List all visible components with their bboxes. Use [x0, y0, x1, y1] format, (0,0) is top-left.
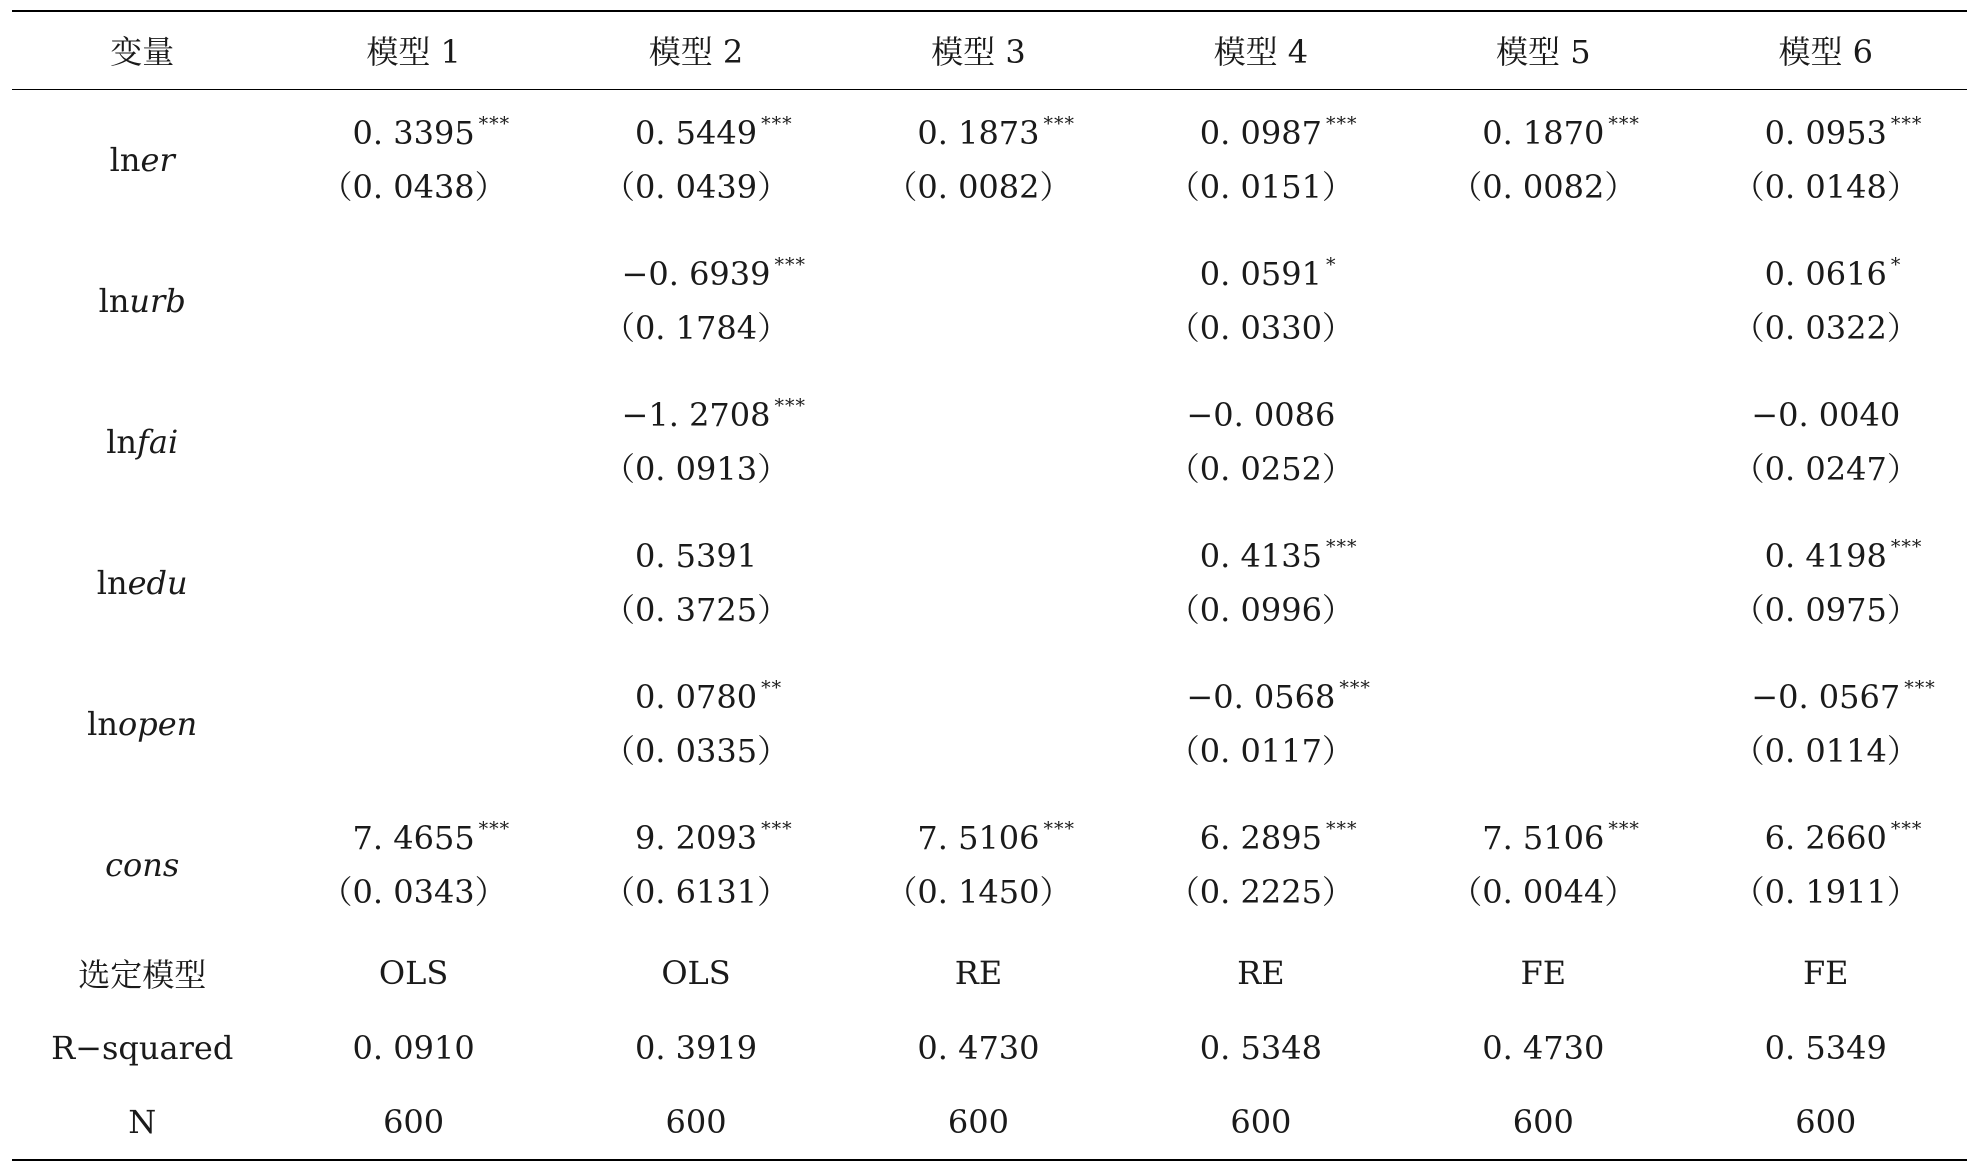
variable-prefix: ln — [109, 140, 141, 179]
header-row — [12, 11, 1967, 89]
standard-error: （0. 0439） — [602, 167, 790, 206]
coefficient-estimate: 0. 0987 — [1199, 113, 1322, 152]
standard-error: （0. 0996） — [1167, 590, 1354, 629]
significance-stars: *** — [1608, 817, 1640, 840]
significance-stars: *** — [774, 394, 806, 417]
coefficient-cell — [555, 512, 837, 653]
header-model-6: 模型 6 — [1685, 11, 1968, 89]
coefficient-cell — [837, 89, 1119, 230]
coefficient-cell — [837, 653, 1119, 794]
row-label: N — [12, 1085, 272, 1160]
coefficient-estimate: −0. 0040 — [1751, 395, 1901, 434]
coefficient-estimate: 7. 5106 — [917, 818, 1040, 857]
coefficient-cell — [1685, 371, 1968, 512]
significance-stars: *** — [1890, 817, 1923, 840]
table-row — [12, 512, 1967, 653]
variable-label — [12, 89, 272, 230]
variable-label — [12, 794, 272, 935]
summary-cell: 600 — [1402, 1085, 1684, 1160]
coefficient-cell — [1120, 371, 1402, 512]
header-model-5: 模型 5 — [1402, 11, 1684, 89]
standard-error: （0. 0148） — [1732, 167, 1919, 206]
significance-stars: *** — [1890, 112, 1923, 135]
variable-name: cons — [105, 845, 180, 884]
standard-error: （0. 0322） — [1732, 308, 1919, 347]
coefficient-estimate: −0. 0086 — [1186, 395, 1336, 434]
summary-cell: 600 — [555, 1085, 837, 1160]
variable-prefix: ln — [98, 281, 130, 320]
coefficient-cell — [272, 89, 554, 230]
variable-prefix: ln — [96, 563, 128, 602]
variable-name: open — [117, 704, 198, 743]
coefficient-estimate: 0. 1870 — [1482, 113, 1605, 152]
coefficient-cell — [1120, 89, 1402, 230]
table-row — [12, 371, 1967, 512]
significance-stars: *** — [761, 112, 793, 135]
significance-stars: *** — [1325, 817, 1358, 840]
coefficient-cell — [272, 512, 554, 653]
coefficient-cell — [555, 653, 837, 794]
standard-error: （0. 6131） — [602, 872, 790, 911]
coefficient-cell — [1402, 89, 1684, 230]
table-row — [12, 794, 1967, 935]
header-model-4: 模型 4 — [1120, 11, 1402, 89]
standard-error: （0. 0913） — [602, 449, 790, 488]
coefficient-estimate: 6. 2660 — [1764, 818, 1887, 857]
standard-error: （0. 2225） — [1167, 872, 1354, 911]
standard-error: （0. 0330） — [1167, 308, 1354, 347]
coefficient-estimate: 0. 0616 — [1764, 254, 1887, 293]
significance-stars: *** — [1890, 535, 1923, 558]
standard-error: （0. 0117） — [1167, 731, 1354, 770]
coefficient-estimate: 0. 0780 — [634, 677, 758, 716]
coefficient-cell — [837, 230, 1119, 371]
variable-name: er — [140, 140, 175, 179]
standard-error: （0. 0438） — [320, 167, 507, 206]
summary-cell: RE — [1237, 953, 1285, 992]
standard-error: （0. 0082） — [885, 167, 1072, 206]
significance-stars: *** — [774, 253, 806, 276]
standard-error: （0. 0343） — [320, 872, 507, 911]
significance-stars: * — [1325, 253, 1337, 276]
row-label: 选定模型 — [78, 955, 207, 994]
coefficient-estimate: 0. 5449 — [634, 113, 758, 152]
coefficient-cell — [1120, 512, 1402, 653]
coefficient-cell — [1402, 230, 1684, 371]
coefficient-cell — [1685, 653, 1968, 794]
variable-prefix: ln — [87, 704, 118, 743]
coefficient-cell — [1120, 653, 1402, 794]
coefficient-estimate: −1. 2708 — [621, 395, 771, 434]
coefficient-estimate: −0. 0568 — [1186, 677, 1336, 716]
coefficient-cell — [1120, 230, 1402, 371]
coefficient-estimate: 0. 4135 — [1199, 536, 1322, 575]
coefficient-cell — [1685, 89, 1968, 230]
coefficient-estimate: 0. 0953 — [1764, 113, 1887, 152]
coefficient-cell — [837, 371, 1119, 512]
significance-stars: *** — [1608, 112, 1640, 135]
significance-stars: *** — [1043, 112, 1076, 135]
summary-cell: OLS — [378, 953, 449, 992]
coefficient-cell — [555, 794, 837, 935]
significance-stars: * — [1890, 253, 1902, 276]
summary-cell: OLS — [661, 953, 731, 992]
coefficient-cell — [1402, 794, 1684, 935]
summary-cell: 0. 4730 — [917, 1028, 1040, 1067]
coefficient-estimate: 6. 2895 — [1199, 818, 1322, 857]
standard-error: （0. 1911） — [1732, 872, 1919, 911]
variable-name: edu — [127, 563, 188, 602]
variable-name: fai — [137, 422, 179, 461]
variable-name: urb — [129, 281, 186, 320]
standard-error: （0. 3725） — [602, 590, 790, 629]
coefficient-estimate: −0. 0567 — [1751, 677, 1901, 716]
significance-stars: *** — [1339, 676, 1371, 699]
summary-cell: RE — [954, 953, 1003, 992]
row-label: R−squared — [51, 1028, 234, 1067]
standard-error: （0. 0252） — [1167, 449, 1354, 488]
coefficient-estimate: 7. 5106 — [1482, 818, 1605, 857]
coefficient-estimate: 7. 4655 — [352, 818, 475, 857]
coefficient-estimate: 0. 1873 — [917, 113, 1040, 152]
significance-stars: *** — [1043, 817, 1076, 840]
standard-error: （0. 0975） — [1732, 590, 1919, 629]
significance-stars: *** — [1325, 535, 1358, 558]
coefficient-estimate: −0. 6939 — [621, 254, 771, 293]
summary-cell: 0. 5349 — [1764, 1028, 1887, 1067]
header-variable: 变量 — [12, 11, 272, 89]
table-body — [12, 89, 1967, 1160]
significance-stars: *** — [1904, 676, 1936, 699]
coefficient-cell — [272, 653, 554, 794]
coefficient-estimate: 0. 4198 — [1764, 536, 1887, 575]
standard-error: （0. 0151） — [1167, 167, 1354, 206]
summary-cell: 0. 4730 — [1482, 1028, 1605, 1067]
standard-error: （0. 0247） — [1732, 449, 1919, 488]
header-model-3: 模型 3 — [837, 11, 1119, 89]
table-row — [12, 230, 1967, 371]
table-row — [12, 653, 1967, 794]
variable-label — [12, 653, 272, 794]
coefficient-cell — [837, 512, 1119, 653]
table-row — [12, 1010, 1967, 1085]
summary-cell: FE — [1802, 953, 1849, 992]
coefficient-cell — [1685, 230, 1968, 371]
variable-prefix: ln — [106, 422, 138, 461]
standard-error: （0. 1450） — [885, 872, 1072, 911]
table-row — [12, 1085, 1967, 1160]
coefficient-estimate: 0. 0591 — [1199, 254, 1322, 293]
summary-cell: 600 — [272, 1085, 554, 1160]
summary-cell: 0. 0910 — [352, 1028, 475, 1067]
summary-cell: 600 — [1120, 1085, 1402, 1160]
variable-label — [12, 230, 272, 371]
significance-stars: *** — [1325, 112, 1358, 135]
coefficient-cell — [272, 794, 554, 935]
coefficient-cell — [272, 230, 554, 371]
summary-cell: 0. 3919 — [634, 1028, 758, 1067]
coefficient-cell — [272, 371, 554, 512]
standard-error: （0. 0114） — [1732, 731, 1919, 770]
standard-error: （0. 0044） — [1450, 872, 1637, 911]
significance-stars: ** — [761, 676, 783, 699]
regression-table — [12, 10, 1967, 1161]
header-model-1: 模型 1 — [272, 11, 554, 89]
coefficient-cell — [1685, 794, 1968, 935]
significance-stars: *** — [761, 817, 793, 840]
coefficient-cell — [837, 794, 1119, 935]
summary-cell: 600 — [837, 1085, 1119, 1160]
significance-stars: *** — [478, 112, 511, 135]
coefficient-estimate: 9. 2093 — [634, 818, 758, 857]
standard-error: （0. 0082） — [1450, 167, 1637, 206]
coefficient-estimate: 0. 3395 — [352, 113, 475, 152]
summary-cell: FE — [1520, 953, 1567, 992]
coefficient-cell — [555, 230, 837, 371]
coefficient-cell — [555, 371, 837, 512]
summary-cell: 600 — [1685, 1085, 1968, 1160]
coefficient-cell — [1402, 653, 1684, 794]
coefficient-cell — [1120, 794, 1402, 935]
summary-cell: 0. 5348 — [1199, 1028, 1322, 1067]
standard-error: （0. 0335） — [602, 731, 790, 770]
table-row — [12, 89, 1967, 230]
significance-stars: *** — [478, 817, 511, 840]
coefficient-cell — [1402, 512, 1684, 653]
variable-label — [12, 512, 272, 653]
standard-error: （0. 1784） — [602, 308, 790, 347]
variable-label — [12, 371, 272, 512]
coefficient-cell — [1685, 512, 1968, 653]
coefficient-estimate: 0. 5391 — [634, 536, 758, 575]
coefficient-cell — [555, 89, 837, 230]
table-row — [12, 935, 1967, 1010]
header-model-2: 模型 2 — [555, 11, 837, 89]
coefficient-cell — [1402, 371, 1684, 512]
